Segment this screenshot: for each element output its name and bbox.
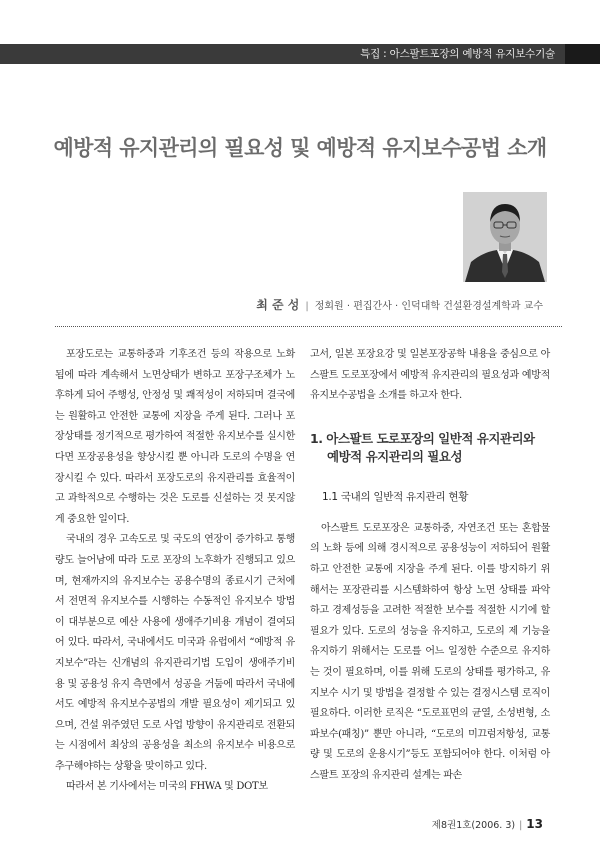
subsection-heading: 1.1 국내의 일반적 유지관리 현황 xyxy=(322,490,469,503)
article-title: 예방적 유지관리의 필요성 및 예방적 유지보수공법 소개 xyxy=(53,136,547,160)
body-column-left xyxy=(55,345,295,798)
author-portrait-photo xyxy=(463,192,547,282)
section-heading xyxy=(310,430,550,466)
section-heading-line2: 예방적 유지관리의 필요성 xyxy=(327,448,463,464)
author-line xyxy=(256,296,543,313)
header-tab-block xyxy=(565,44,600,64)
body-paragraph: 아스팔트 도로포장은 교통하중, 자연조건 또는 혼합물의 노화 등에 의해 경시적으로 공용성능이 저하되어 원활하고 안전한 교통에 지장을 주게 된다. 이를 방지하기 위해서는 포장관리를 시스템화하여 항상 노면 상태를 파악하고 경제성등을 고려한 적절한 보수를 적절한 시기에 할 필요가 있다. 도로의 성능을 유지하고, 도로의 제 기능을 유지하기 위해서는 도로를 어느 일정한 수준으로 유지하는 것이 필요하며, 이를 위해 도로의 상태를 평가하고, 유지보수 시기 및 방법을 결정할 수 있는 결정시스템 로직이 필요하다. 이러한 로직은 “도로표면의 균열, 소성변형, 소파보수(패칭)” 뿐만 아니라, “도로의 미끄럼저항성, 교통량 및 도로의 운용시기”등도 포함되어야 한다. 이처럼 아스팔트 포장의 유지관리 설계는 파손 xyxy=(310,522,550,781)
author-name: 최 준 성 xyxy=(256,298,300,312)
page-footer xyxy=(432,817,543,831)
page-number: 13 xyxy=(526,817,543,831)
section-label: 특집 : 아스팔트포장의 예방적 유지보수기술 xyxy=(360,48,555,60)
body-column-right xyxy=(310,345,550,787)
body-paragraph: 고서, 일본 포장요강 및 일본포장공학 내용을 중심으로 아스팔트 도로포장에서 예방적 유지관리의 필요성과 예방적 유지보수공법을 소개를 하고자 한다. xyxy=(310,349,550,402)
footer-separator: | xyxy=(519,820,523,831)
section-heading-line1: 1. 아스팔트 도로포장의 일반적 유지관리와 xyxy=(310,430,535,446)
body-paragraph: 포장도로는 교통하중과 기후조건 등의 작용으로 노화됨에 따라 계속해서 노면상태가 변하고 포장구조체가 노후하게 되어 주행성, 안정성 및 쾌적성이 저하되며 결국에는 원활하고 안전한 교통에 지장을 주게 된다. 그러나 포장상태를 정기적으로 평가하여 적절한 유지보수를 실시한다면 포장공용성을 향상시킬 뿐 아니라 도로의 수명을 연장시킬 수 있다. 따라서 포장도로의 유지관리를 효율적이고 과학적으로 수행하는 것은 도로를 신설하는 것 못지않게 중요한 일이다. xyxy=(55,349,295,525)
author-separator: | xyxy=(305,301,309,312)
header-divider xyxy=(55,326,562,327)
body-paragraph: 따라서 본 기사에서는 미국의 FHWA 및 DOT보 xyxy=(66,781,268,793)
section-header-bar xyxy=(0,44,565,64)
body-paragraph: 국내의 경우 고속도로 및 국도의 연장이 증가하고 통행량도 늘어남에 따라 도로 포장의 노후화가 진행되고 있으며, 현재까지의 유지보수는 공용수명의 종료시기 근처에서 전면적 유지보수를 시행하는 수동적인 유지보수 방법이 대부분으로 예산 사용에 생애주기비용 개념이 결여되어 있다. 따라서, 국내에서도 미국과 유럽에서 “예방적 유지보수”라는 신개념의 유지관리기법 도입이 생애주기비용 및 공용성 유지 측면에서 성공을 거둠에 따라서 국내에서도 예방적 유지보수공법의 개발 필요성이 제기되고 있으며, 건설 위주였던 도로 사업 방향이 유지관리로 전환되는 시점에서 최상의 공용성을 최소의 유지보수 비용으로 추구해야하는 상황을 맞이하고 있다. xyxy=(55,534,295,772)
author-affiliation: 정회원 · 편집간사 · 인덕대학 건설환경설계학과 교수 xyxy=(314,301,543,312)
issue-label: 제8권1호(2006. 3) xyxy=(431,820,516,831)
